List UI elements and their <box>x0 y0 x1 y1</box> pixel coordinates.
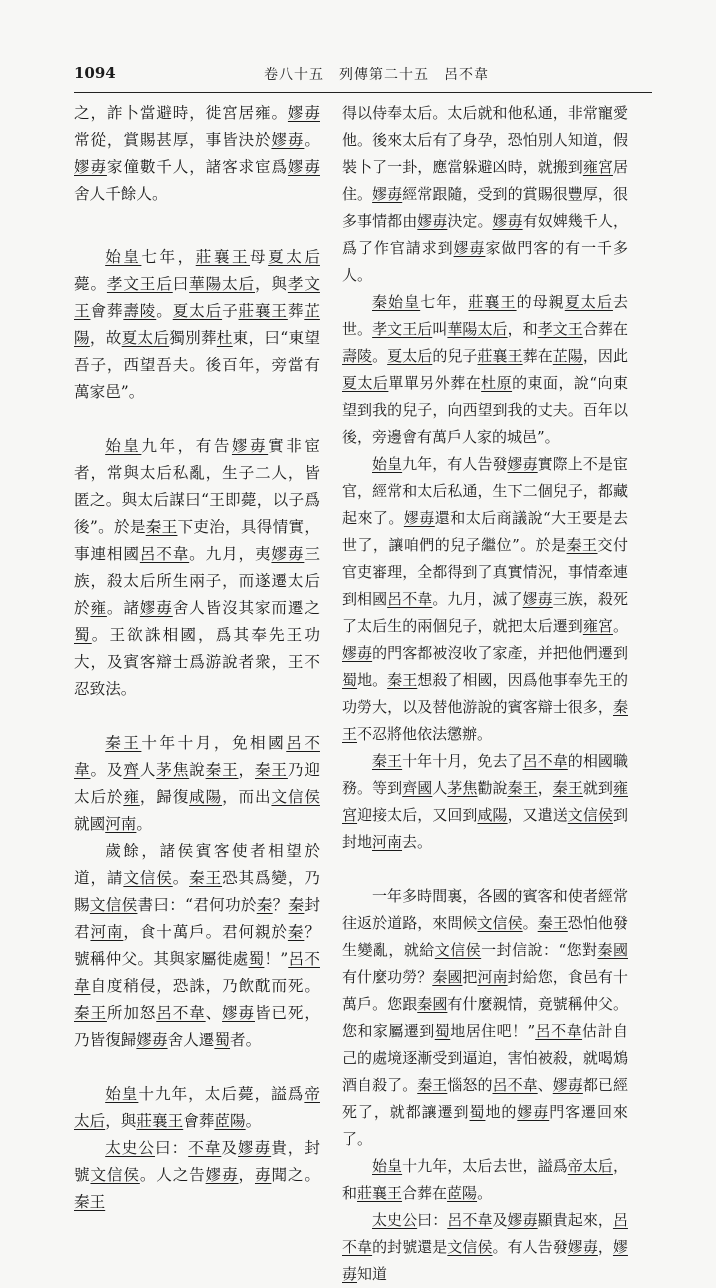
proper-noun: 毐 <box>254 1166 272 1184</box>
text-run: 。 <box>372 347 388 365</box>
text-run: 得以侍奉太后。太后就和他私通，非常寵愛他。後來太后有了身孕，恐怕別人知道，假裝卜了一卦，應當躲避凶時，就搬到 <box>342 104 628 176</box>
page-header <box>74 64 642 88</box>
proper-noun: 呂不韋 <box>447 1211 493 1229</box>
proper-noun: 秦國 <box>597 941 628 959</box>
proper-noun: 嫪毐 <box>222 1004 255 1022</box>
text-run: 會葬 <box>183 1112 215 1130</box>
classical-text-column <box>74 100 320 1216</box>
text-run: 。 <box>156 302 173 320</box>
text-run: 實非宦者，常與太后私亂，生子二人，皆匿之。與太后謀曰“王即薨，以子爲後”。於是 <box>74 437 320 536</box>
proper-noun: 秦王 <box>417 1076 448 1094</box>
proper-noun: 秦王 <box>342 698 628 743</box>
proper-noun: 秦王 <box>507 779 538 797</box>
proper-noun: 嫪毐 <box>403 509 435 527</box>
proper-noun: 華陽太后 <box>447 320 508 338</box>
proper-noun: 芷陽 <box>74 302 320 347</box>
text-run: 七年， <box>141 248 196 266</box>
text-run: ？ <box>272 896 289 914</box>
text-run: 封君 <box>74 896 320 941</box>
text-run: 人 <box>139 761 157 779</box>
proper-noun: 文信侯 <box>434 941 482 959</box>
text-run: 勸說 <box>477 779 508 797</box>
proper-noun: 莊襄王 <box>238 302 288 320</box>
proper-noun: 孝文王后 <box>372 320 433 338</box>
text-run: ！” <box>264 950 289 968</box>
proper-noun: 呂不韋 <box>74 734 320 779</box>
proper-noun: 齊國 <box>402 779 433 797</box>
page-number: 1094 <box>74 64 116 82</box>
text-run: 十年十月，免相國 <box>141 734 287 752</box>
proper-noun: 呂不韋 <box>387 590 433 608</box>
text-run: 。諸 <box>106 599 140 617</box>
text-run: ，又遣送 <box>507 806 568 824</box>
proper-noun: 茝陽 <box>214 1112 246 1130</box>
text-run: 一封信說：“您對 <box>481 941 598 959</box>
proper-noun: 嫪毐 <box>492 212 523 230</box>
text-run: 地的 <box>485 1103 518 1121</box>
text-run: ，食十萬戶。君何親於 <box>123 923 288 941</box>
text-run: 。 <box>136 815 153 833</box>
proper-noun: 始皇 <box>372 1157 403 1175</box>
proper-noun: 雍宮 <box>342 779 628 824</box>
text-run: 實際上不是宦官，經常和太后私通，生下二個兒子，都藏起來了。 <box>342 455 628 527</box>
text-run: 。 <box>612 617 628 635</box>
proper-noun: 壽陵 <box>123 302 157 320</box>
text-run: 門客遷回來了。 <box>342 1103 628 1148</box>
text-run: 知道 <box>357 1265 388 1283</box>
text-run: ， <box>238 1166 255 1184</box>
proper-noun: 嫪毐 <box>517 1103 550 1121</box>
proper-noun: 莊襄王 <box>477 347 523 365</box>
proper-noun: 秦 <box>288 896 305 914</box>
proper-noun: 文信侯 <box>90 1166 140 1184</box>
text-run: 下吏治，具得情實，事連相國 <box>74 518 320 563</box>
text-run: 交付官吏審理，全都得到了真實情況，事情牽連到相國 <box>342 536 628 608</box>
text-run: 。九月，滅了 <box>432 590 523 608</box>
text-run: 子 <box>222 302 239 320</box>
text-run: 把 <box>462 968 478 986</box>
proper-noun: 嫪毐 <box>271 545 305 563</box>
text-run: 曰： <box>417 1211 448 1229</box>
proper-noun: 秦王 <box>387 671 418 689</box>
proper-noun: 壽陵 <box>342 347 373 365</box>
proper-noun: 孝文王 <box>537 320 583 338</box>
proper-noun: 秦王 <box>552 779 583 797</box>
text-run: 迎接太后，又回到 <box>357 806 478 824</box>
text-run: 母 <box>250 248 269 266</box>
text-run: 不忍將他依法懲辦。 <box>357 725 493 743</box>
text-run: 舍人遷 <box>167 1031 215 1049</box>
proper-noun: 帝太后 <box>567 1157 613 1175</box>
text-run: 有奴婢幾千人，爲了作官請求到 <box>342 212 628 257</box>
paragraph-gap <box>74 208 320 244</box>
text-run: 。人之告 <box>139 1166 206 1184</box>
proper-noun: 文信侯 <box>271 788 320 806</box>
text-run: 的母親 <box>516 293 565 311</box>
proper-noun: 秦王 <box>74 1193 106 1211</box>
proper-noun: 嫪毐 <box>507 455 538 473</box>
text-run: ，與 <box>105 1112 137 1130</box>
text-run: 家僮數千人，諸客求宦爲 <box>106 158 288 176</box>
proper-noun: 秦王 <box>189 869 223 887</box>
text-run: 一年多時間裏，各國的賓客和使者經常往返於道路，來問候 <box>342 887 628 932</box>
proper-noun: 不韋 <box>188 1139 222 1157</box>
proper-noun: 嫪毐 <box>287 158 320 176</box>
text-run: 的封號還是 <box>372 1238 448 1256</box>
paragraph-gap <box>74 1054 320 1081</box>
proper-noun: 嫪毐 <box>417 212 448 230</box>
proper-noun: 嫪毐 <box>205 1166 239 1184</box>
proper-noun: 秦王 <box>145 518 178 536</box>
classical-paragraph <box>74 838 320 1054</box>
text-run: 東，曰“東望吾子，西望吾夫。後百年，旁當有萬家邑”。 <box>74 329 320 401</box>
text-run: 葬在 <box>522 347 553 365</box>
translation-paragraph <box>342 451 628 748</box>
text-run: 之，詐卜當避時，徙宮居雍。 <box>74 104 288 122</box>
text-run: 舍人千餘人。 <box>74 185 168 203</box>
proper-noun: 雍宮 <box>582 158 613 176</box>
text-run: 恐其爲變，乃賜 <box>74 869 320 914</box>
proper-noun: 咸陽 <box>189 788 223 806</box>
text-run: 就國 <box>74 815 106 833</box>
text-run: 人 <box>432 779 448 797</box>
classical-paragraph <box>74 244 320 406</box>
proper-noun: 莊襄王 <box>195 248 251 266</box>
proper-noun: 孝文王后 <box>106 275 173 293</box>
classical-paragraph <box>74 100 320 208</box>
proper-noun: 嫪毐 <box>372 185 403 203</box>
translation-paragraph <box>342 883 628 1153</box>
text-run: 想殺了相國，因爲他事奉先王的功勞大，以及替他游說的賓客辯士很多， <box>342 671 628 716</box>
paragraph-gap <box>342 856 628 883</box>
proper-noun: 秦王 <box>74 1004 107 1022</box>
translation-paragraph <box>342 289 628 451</box>
classical-paragraph <box>74 433 320 703</box>
translation-column <box>342 100 628 1288</box>
text-run: 到封地 <box>342 806 628 851</box>
header-rule <box>74 92 652 93</box>
text-run: 恐怕他發生變亂，就給 <box>342 914 628 959</box>
text-run: 七年， <box>420 293 469 311</box>
proper-noun: 咸陽 <box>477 806 508 824</box>
proper-noun: 帝太后 <box>74 1085 320 1130</box>
proper-noun: 嫪毐 <box>231 437 269 455</box>
text-run: 十年十月，免去了 <box>402 752 523 770</box>
text-run: ，因此 <box>582 347 628 365</box>
translation-paragraph <box>342 100 628 289</box>
proper-noun: 文信侯 <box>89 896 138 914</box>
proper-noun: 呂不韋 <box>342 1211 628 1256</box>
text-run: 歲餘，諸侯賓客使者相望於道，請 <box>74 842 320 887</box>
proper-noun: 蜀 <box>434 1022 451 1040</box>
proper-noun: 嫪毐 <box>552 1076 583 1094</box>
proper-noun: 秦國 <box>417 995 448 1013</box>
proper-noun: 蜀 <box>469 1103 486 1121</box>
proper-noun: 秦王 <box>105 734 142 752</box>
text-run: 。有人告發 <box>492 1238 568 1256</box>
text-run: 就到 <box>582 779 613 797</box>
text-run: 聞之。 <box>271 1166 320 1184</box>
proper-noun: 始皇 <box>105 248 142 266</box>
text-run: 。 <box>522 914 538 932</box>
proper-noun: 文信侯 <box>477 914 523 932</box>
text-run: 地居住吧！” <box>450 1022 536 1040</box>
proper-noun: 呂不韋 <box>535 1022 583 1040</box>
text-run: 獨別葬 <box>169 329 217 347</box>
proper-noun: 太史公 <box>372 1211 418 1229</box>
paragraph-gap <box>74 703 320 730</box>
text-run: 有什麼親情，竟號稱仲父。您和家屬遷到 <box>342 995 628 1040</box>
translation-paragraph <box>342 748 628 856</box>
translation-paragraph <box>342 1207 628 1288</box>
text-run: ，與 <box>254 275 288 293</box>
proper-noun: 雍宮 <box>582 617 613 635</box>
proper-noun: 始皇 <box>372 455 403 473</box>
proper-noun: 夏太后 <box>172 302 223 320</box>
proper-noun: 呂不韋 <box>139 545 190 563</box>
text-run: 書曰：“君何功於 <box>137 896 257 914</box>
text-run: 者。 <box>230 1031 262 1049</box>
proper-noun: 茅焦 <box>447 779 478 797</box>
proper-noun: 呂不韋 <box>156 1004 206 1022</box>
text-run: ，和 <box>507 320 538 338</box>
text-run: 九年，有人告發 <box>402 455 508 473</box>
proper-noun: 河南 <box>105 815 137 833</box>
text-run: 會葬 <box>90 302 124 320</box>
proper-noun: 秦王 <box>372 752 403 770</box>
text-run: ？號稱仲父。其與家屬徙處 <box>74 923 320 968</box>
text-run: 。及 <box>90 761 124 779</box>
text-run: 。九月，夷 <box>189 545 272 563</box>
proper-noun: 嫪毐 <box>271 131 305 149</box>
proper-noun: 夏太后 <box>342 374 389 392</box>
text-run: 乃迎太后於 <box>74 761 320 806</box>
proper-noun: 始皇 <box>105 437 142 455</box>
text-run: 有什麼功勞？ <box>342 968 433 986</box>
text-run: 的兒子 <box>432 347 478 365</box>
text-run: 貴，封號 <box>74 1139 320 1184</box>
proper-noun: 嫪毐 <box>238 1139 272 1157</box>
text-run: 。 <box>477 1184 493 1202</box>
proper-noun: 河南 <box>477 968 508 986</box>
proper-noun: 莊襄王 <box>357 1184 403 1202</box>
text-run: ， <box>597 1238 613 1256</box>
proper-noun: 河南 <box>90 923 124 941</box>
text-run: 三族，殺太后所生兩子，而遂遷太后於 <box>74 545 320 617</box>
proper-noun: 夏太后 <box>121 329 170 347</box>
proper-noun: 嫪毐 <box>453 239 486 257</box>
proper-noun: 夏太后 <box>564 293 613 311</box>
text-run: 十九年，太后去世，謚爲 <box>402 1157 568 1175</box>
proper-noun: 杜 <box>216 329 233 347</box>
proper-noun: 蜀 <box>342 671 358 689</box>
proper-noun: 嫪毐 <box>139 599 173 617</box>
proper-noun: 秦王 <box>537 914 568 932</box>
text-run: 家做門客的有一千多人。 <box>342 239 628 284</box>
proper-noun: 蜀 <box>74 626 92 644</box>
text-run: 曰 <box>172 275 190 293</box>
text-run: 、 <box>537 1076 553 1094</box>
proper-noun: 呂不韋 <box>522 752 568 770</box>
text-run: 都已經死了，就都讓遷到 <box>342 1076 628 1121</box>
proper-noun: 文信侯 <box>123 869 173 887</box>
text-run: 及 <box>492 1211 508 1229</box>
proper-noun: 蜀 <box>214 1031 230 1049</box>
text-run: 、 <box>205 1004 223 1022</box>
text-run: 。 <box>172 869 190 887</box>
proper-noun: 杜原 <box>481 374 513 392</box>
text-run: 三族，殺死了太后生的兩個兒子，就把太后遷到 <box>342 590 628 635</box>
text-run: 舍人皆沒其家而遷之 <box>172 599 320 617</box>
proper-noun: 蜀 <box>248 950 265 968</box>
text-run: 估計自己的處境逐漸受到逼迫，害怕被殺，就喝鴆酒自殺了。 <box>342 1022 628 1094</box>
proper-noun: 嫪毐 <box>74 158 107 176</box>
text-run: 皆已死，乃皆復歸 <box>74 1004 320 1049</box>
proper-noun: 齊 <box>123 761 140 779</box>
text-run: 九年，有告 <box>141 437 232 455</box>
proper-noun: 孝文王 <box>74 275 320 320</box>
text-run: 惱怒的 <box>447 1076 493 1094</box>
text-run: 。王欲誅相國，爲其奉先王功大，及賓客辯士爲游說者衆，王不忍致法。 <box>74 626 320 698</box>
text-run: 叫 <box>432 320 448 338</box>
proper-noun: 嫪毐 <box>342 1238 628 1283</box>
text-run: ，和 <box>342 1157 628 1202</box>
classical-paragraph <box>74 1081 320 1135</box>
text-run: ，而出 <box>222 788 272 806</box>
proper-noun: 莊襄王 <box>136 1112 184 1130</box>
text-run: 去世。 <box>342 293 628 338</box>
proper-noun: 秦王 <box>254 761 288 779</box>
text-run: 的東面，說“向東望到我的兒子，向西望到我的丈夫。百年以後，旁邊會有萬戶人家的城邑”。 <box>342 374 628 446</box>
text-run: ， <box>238 761 255 779</box>
text-run: 。 <box>304 131 320 149</box>
proper-noun: 雍 <box>123 788 140 806</box>
text-run: 單單另外葬在 <box>388 374 482 392</box>
proper-noun: 嫪毐 <box>567 1238 598 1256</box>
proper-noun: 茅焦 <box>156 761 190 779</box>
text-run: 的相國職務。等到 <box>342 752 628 797</box>
text-run: 封給您，食邑有十萬戶。您跟 <box>342 968 628 1013</box>
text-run: ， <box>537 779 553 797</box>
proper-noun: 茝陽 <box>447 1184 478 1202</box>
proper-noun: 呂不韋 <box>492 1076 538 1094</box>
proper-noun: 華陽太后 <box>189 275 255 293</box>
text-run: 葬 <box>287 302 305 320</box>
proper-noun: 芷陽 <box>552 347 583 365</box>
text-run: 曰： <box>154 1139 189 1157</box>
text-run: ，故 <box>89 329 122 347</box>
text-run: 顯貴起來， <box>537 1211 613 1229</box>
proper-noun: 秦王 <box>566 536 598 554</box>
text-run: 所加怒 <box>106 1004 157 1022</box>
text-run: 薨。 <box>74 275 107 293</box>
text-run: 合葬在 <box>582 320 628 338</box>
proper-noun: 秦始皇 <box>372 293 421 311</box>
proper-noun: 嫪毐 <box>507 1211 538 1229</box>
proper-noun: 秦國 <box>432 968 463 986</box>
text-run: 去。 <box>402 833 433 851</box>
proper-noun: 嫪毐 <box>522 590 553 608</box>
text-run: 的門客都被沒收了家產，并把他們遷到 <box>372 644 628 662</box>
proper-noun: 莊襄王 <box>468 293 517 311</box>
text-run: 十九年，太后薨，謚爲 <box>138 1085 305 1103</box>
classical-paragraph <box>74 730 320 838</box>
proper-noun: 秦 <box>287 923 305 941</box>
proper-noun: 文信侯 <box>567 806 613 824</box>
proper-noun: 呂不韋 <box>74 950 320 995</box>
proper-noun: 文信侯 <box>447 1238 493 1256</box>
text-run: 自度稍侵，恐誅，乃飲酖而死。 <box>90 977 320 995</box>
running-head: 卷八十五 列傳第二十五 呂不韋 <box>264 67 489 83</box>
proper-noun: 嫪毐 <box>287 104 320 122</box>
proper-noun: 秦 <box>256 896 273 914</box>
proper-noun: 雍 <box>90 599 107 617</box>
text-run: 經常跟隨，受到的賞賜很豐厚，很多事情都由 <box>342 185 628 230</box>
proper-noun: 始皇 <box>105 1085 139 1103</box>
proper-noun: 夏太后 <box>268 248 320 266</box>
proper-noun: 嫪毐 <box>136 1031 168 1049</box>
text-run: 。 <box>245 1112 262 1130</box>
text-run: 居住。 <box>342 158 628 203</box>
paragraph-gap <box>74 406 320 433</box>
translation-paragraph <box>342 1153 628 1207</box>
text-run: 地。 <box>357 671 388 689</box>
text-run: 常從，賞賜甚厚，事皆決於 <box>74 131 272 149</box>
proper-noun: 河南 <box>372 833 403 851</box>
proper-noun: 秦王 <box>205 761 239 779</box>
text-run: 合葬在 <box>402 1184 448 1202</box>
proper-noun: 太史公 <box>105 1139 155 1157</box>
proper-noun: 夏太后 <box>387 347 433 365</box>
text-run: ，歸復 <box>139 788 190 806</box>
text-run: 及 <box>221 1139 238 1157</box>
text-run: 決定。 <box>447 212 493 230</box>
proper-noun: 嫪毐 <box>342 644 373 662</box>
text-run: 還和太后商議說“大王要是去世了，讓咱們的兒子繼位”。於是 <box>342 509 628 554</box>
classical-paragraph <box>74 1135 320 1216</box>
text-run: 說 <box>189 761 206 779</box>
